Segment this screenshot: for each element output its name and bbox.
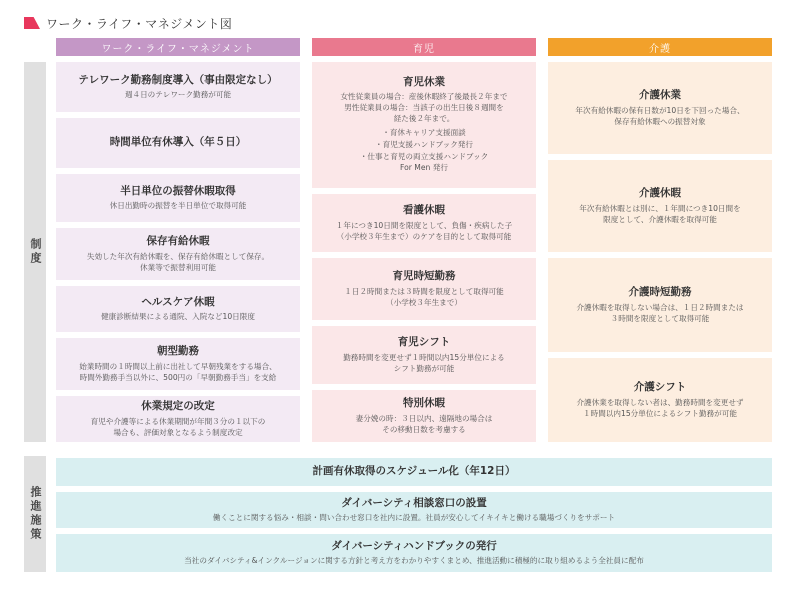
cell-desc: １日２時間または３時間を限度として取得可能 （小学校３年生まで） <box>344 286 504 307</box>
page-title <box>24 14 232 32</box>
cell-title: 保存有給休暇 <box>146 235 210 248</box>
cell-desc: 勤務時間を変更せず１時間以内15分単位による シフト勤務が可能 <box>343 352 505 373</box>
cell-desc: １年につき10日間を限度として、負傷・疾病した子 （小学校３年生まで）のケアを目的として取得可能 <box>335 220 513 241</box>
cell-title: 介護休業 <box>639 89 681 102</box>
list-item: ・育児支援ハンドブック発行 <box>375 139 473 149</box>
wlm-leave-rule-revision <box>56 396 300 442</box>
cell-title: 看護休暇 <box>403 204 445 217</box>
cell-desc: 妻分娩の時：３日以内、遠隔地の場合は その移動日数を考慮する <box>355 413 493 434</box>
cell-desc: 当社のダイバシティ&インクルージョンに関する方針と考え方をわかりやすくまとめ、推進活動に積極的に取り組めるよう全社員に配布 <box>184 555 644 565</box>
cell-desc: 休日出勤時の振替を半日単位で取得可能 <box>109 201 247 211</box>
cell-desc: 介護休業を取得しない者は、勤務時間を変更せず １時間以内15分単位によるシフト勤務が可能 <box>576 397 744 418</box>
cell-title: 休業規定の改定 <box>141 400 215 413</box>
promo-diversity-desk <box>56 492 772 528</box>
cell-title: 介護時短勤務 <box>628 286 692 299</box>
promo-diversity-handbook <box>56 534 772 572</box>
side-label-system-text: 制度 <box>29 238 42 266</box>
cell-desc: 年次有給休暇の保有日数が10日を下回った場合、 保存有給休暇への振替対象 <box>575 105 745 126</box>
header-nursing-care: 介護 <box>548 38 772 56</box>
cell-title: 半日単位の振替休暇取得 <box>120 184 236 197</box>
cell-desc: 介護休暇を取得しない場合は、１日２時間または ３時間を限度として取得可能 <box>576 302 744 323</box>
wlm-morning-work <box>56 338 300 390</box>
cell-desc: 年次有給休暇とは別に、１年間につき10日間を 限度として、介護休暇を取得可能 <box>579 203 741 224</box>
cell-title: ダイバーシティ相談窓口の設置 <box>341 497 487 510</box>
cell-title: テレワーク勤務制度導入（事由限定なし） <box>78 73 278 86</box>
cell-title: 特別休暇 <box>403 397 445 410</box>
side-label-promotion-text: 推進施策 <box>29 486 42 542</box>
wlm-healthcare-leave <box>56 286 300 332</box>
cell-title: 育児休業 <box>403 75 445 88</box>
cell-title: 時間単位有休導入（年５日） <box>109 136 247 149</box>
support-list <box>360 127 488 174</box>
list-item: For Men 発行 <box>400 163 448 173</box>
cell-title: 介護休暇 <box>639 187 681 200</box>
side-label-promotion <box>24 456 46 572</box>
kaigo-care-holiday <box>548 160 772 252</box>
wlm-reserved-leave <box>56 228 300 280</box>
ikuji-shift <box>312 326 536 384</box>
cell-title: 計画有休取得のスケジュール化（年12日） <box>312 465 516 478</box>
cell-desc: 育児や介護等による休業期間が年間３分の１以下の 場合も、評価対象となるよう制度改定 <box>90 416 266 437</box>
cell-title: 育児シフト <box>397 336 451 349</box>
cell-title: ヘルスケア休暇 <box>141 295 215 308</box>
cell-desc: 始業時間の１時間以上前に出社して早朝残業をする場合、 時間外勤務手当以外に、500円の「早朝勤務手当」を支給 <box>79 361 277 382</box>
cell-desc: 週４日のテレワーク勤務が可能 <box>124 90 232 100</box>
kaigo-care-leave <box>548 62 772 154</box>
list-item: ・育休キャリア支援面談 <box>382 128 466 138</box>
header-childcare: 育児 <box>312 38 536 56</box>
cell-desc: 失効した年次有給休暇を、保存有給休暇として保存。 休業等で振替利用可能 <box>86 251 270 272</box>
flag-icon <box>24 17 40 29</box>
cell-desc: 健康診断結果による通院、入院など10日限度 <box>101 312 255 322</box>
page-title-text: ワーク・ライフ・マネジメント図 <box>46 16 233 31</box>
cell-title: 朝型勤務 <box>157 345 199 358</box>
cell-title: ダイバーシティハンドブックの発行 <box>331 540 497 553</box>
side-label-system <box>24 62 46 442</box>
promo-planned-leave <box>56 458 772 486</box>
cell-desc: 女性従業員の場合：産後休暇終了後最長２年まで 男性従業員の場合：当該子の出生日後８週間を 経た後２年まで。 <box>340 92 508 124</box>
ikuji-short-hours <box>312 258 536 320</box>
cell-title: 育児時短勤務 <box>392 270 456 283</box>
wlm-hourly-leave <box>56 118 300 168</box>
wlm-telework <box>56 62 300 112</box>
ikuji-special-leave <box>312 390 536 442</box>
list-item: ・仕事と育児の両立支援ハンドブック <box>359 151 489 161</box>
cell-desc: 働くことに関する悩み・相談・問い合わせ窓口を社内に設置。社員が安心してイキイキと働ける職場づくりをサポート <box>212 512 616 522</box>
cell-title: 介護シフト <box>633 381 687 394</box>
header-work-life-management: ワーク・ライフ・マネジメント <box>56 38 300 56</box>
ikuji-childcare-leave <box>312 62 536 188</box>
kaigo-shift <box>548 358 772 442</box>
ikuji-nursing-leave <box>312 194 536 252</box>
kaigo-short-hours <box>548 258 772 352</box>
wlm-half-day-substitute <box>56 174 300 222</box>
